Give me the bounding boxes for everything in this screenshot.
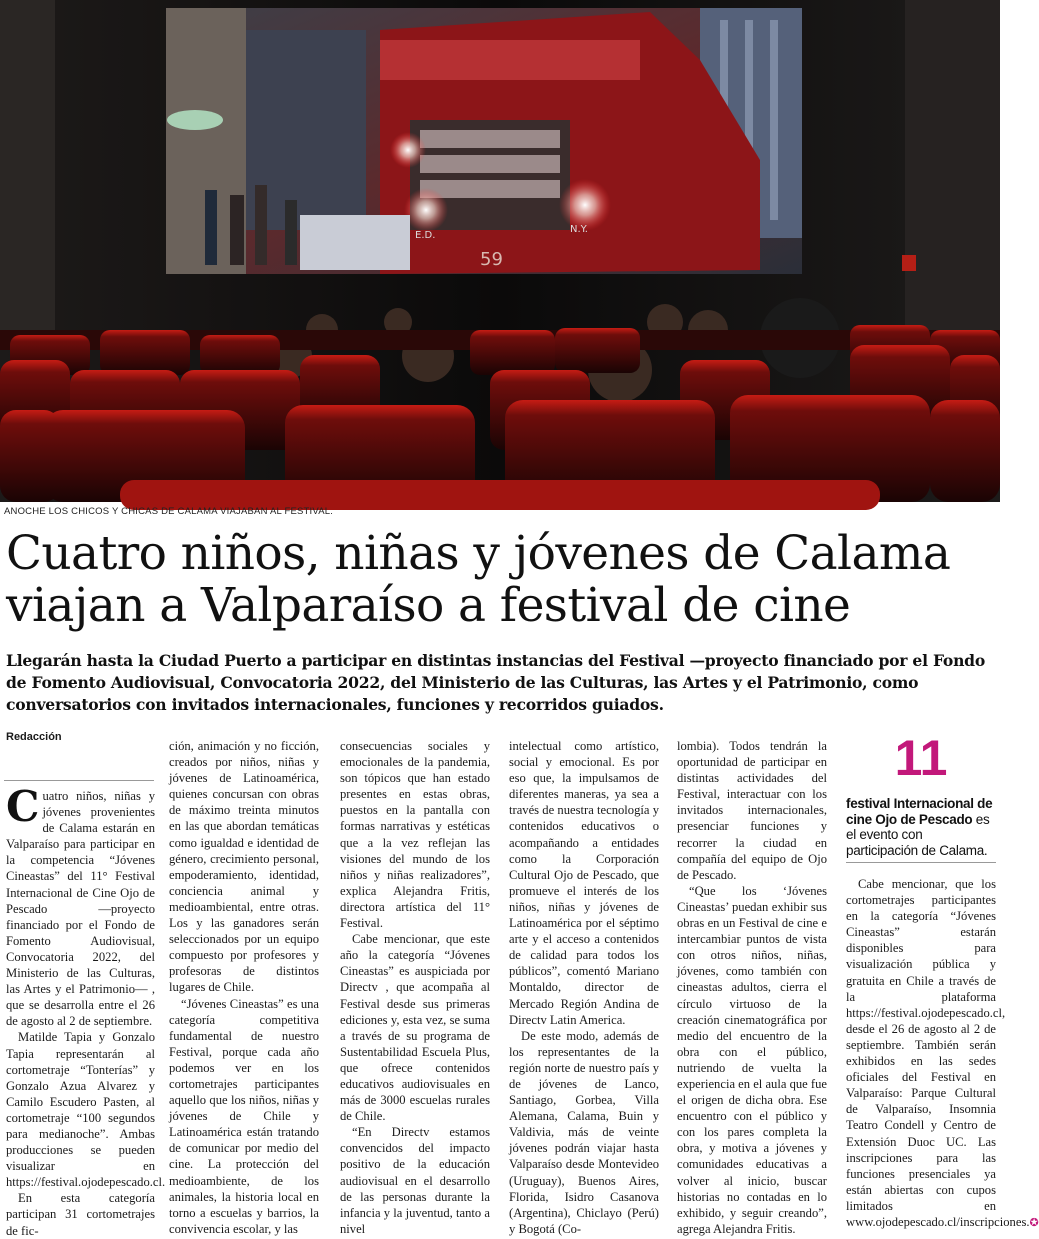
paragraph: consecuencias sociales y emocionales de la pandemia, son tópicos que han estado presentes en estas obras, puestos en la pantalla con formas narrativas y estéticas que a la vez reflejan las visiones del mundo de los niños y niñas realizadores”, explica Alejandra Fritis, directora artística del 11° Festival. <box>340 739 490 931</box>
paragraph: ción, animación y no ficción, creados por niños, niñas y jóvenes de Latinoamérica, quienes concursan con obras de máximo treinta minutos en las que abordan temáticas como igualdad e identidad de género, crecimiento personal, empoderamiento, identidad, conciencia animal y medioambiental, entre otras. Los y las ganadores serán seleccionados por un equipo compuesto por profesores y profesoras de distintos lugares de Chile. <box>169 739 319 995</box>
closing-paragraph <box>846 876 1039 1231</box>
lead-paragraph-text: uatro niños, niñas y jóvenes provenientes de Calama estarán en Valparaíso para participar en la competencia “Jóvenes Cineastas” del 11° Festival Internacional de Cine Ojo de Pescado —proyecto financiado por el Fondo de Fomento Audiovisual, Convocatoria 2022, del Ministerio de las Culturas, las Artes y el Patrimonio— , que se desarrolla entre el 26 de agosto al 2 de septiembre. <box>6 789 155 1029</box>
paragraph: “Jóvenes Cineastas” es una categoría competitiva fundamental de nuestro Festival, porque cada año podemos ver en los cortometrajes participantes aquello que los niños, niñas y jóvenes de Chile y Latinoamérica están tratando de comunicar por medio del cine. La protección del medioambiente, de los animales, la historia local en torno a escuelas y barrios, la convivencia escolar, y las <box>169 996 319 1236</box>
closing-paragraph-text: Cabe mencionar, que los cortometrajes participantes en la categoría “Jóvenes Cineastas” estarán disponibles para visualización pública y gratuita en Chile a través de la plataforma https://festival.ojodepescado.cl, desde el 26 de agosto al 2 de septiembre. También serán exhibidos en las sedes oficiales del Festival en Valparaíso: Parque Cultural de Valparaíso, Insomnia Teatro Condell y Centro de Extensión Duoc UC. Las inscripciones para las funciones presenciales ya están abiertas con cupos limitados en www.ojodepescado.cl/inscripciones. <box>846 877 1030 1229</box>
cinema-photo <box>0 0 1000 502</box>
truck-right-text: N.Y. <box>570 224 588 235</box>
stat-description-rest: es el evento con participación de Calama. <box>846 811 990 858</box>
article-byline: Redacción <box>6 731 62 743</box>
byline-divider <box>4 780 154 781</box>
article-column-3 <box>340 738 490 1237</box>
paragraph: Cabe mencionar, que este año la categoría “Jóvenes Cineastas” es auspiciada por Directv , que acompaña al Festival desde sus primeras ediciones y, esta vez, se suma a través de su programa de Sustentabilidad Escuela Plus, que ofrece contenidos educativos audiovisuales en más de 3000 escuelas rurales de Chile. <box>340 932 490 1124</box>
drop-cap: C <box>6 782 40 831</box>
stat-description-bold: festival Internacional de cine Ojo de Pescado <box>846 796 993 827</box>
lead-paragraph <box>6 782 155 1029</box>
truck-left-text: E.D. <box>415 230 436 241</box>
paragraph: De este modo, además de los representantes de la región norte de nuestro país y de jóvenes de Lanco, Santiago, Gorbea, Villa Alemana, Calama, Buin y Valdivia, más de veinte jóvenes podrán viajar hasta Valparaíso desde Montevideo (Uruguay), Buenos Aires, Florida, Isidro Casanova (Argentina), Chiclayo (Perú) y Bogotá (Co- <box>509 1028 659 1236</box>
photo-caption: ANOCHE LOS CHICOS Y CHICAS DE CALAMA VIAJABAN AL FESTIVAL. <box>4 506 334 517</box>
article-column-6 <box>846 876 1039 1231</box>
paragraph: En esta categoría participan 31 cortometrajes de fic- <box>6 1191 155 1238</box>
article-deck: Llegarán hasta la Ciudad Puerto a participar en distintas instancias del Festival —proyecto financiado por el Fondo de Fomento Audiovisual, Convocatoria 2022, del Ministerio de las Culturas, las Artes y el Patrimonio, como conversatorios con invitados internacionales, funciones y recorridos guiados. <box>6 651 985 714</box>
stat-description <box>846 796 996 858</box>
article-column-4 <box>509 738 659 1237</box>
article-column-5 <box>677 738 827 1237</box>
stat-divider <box>846 862 996 863</box>
paragraph: “En Directv estamos convencidos del impacto positivo de la educación audiovisual en el desarrollo de las personas durante la infancia y la juventud, tanto a nivel <box>340 1125 490 1236</box>
end-of-article-icon: ✪ <box>1029 1216 1039 1229</box>
stat-number: 11 <box>894 730 948 786</box>
paragraph: “Que los ‘Jóvenes Cineastas’ puedan exhibir sus obras en un Festival de cine e intercambiar puntos de vista con otros niños, niñas, jóvenes, como también con cineastas adultos, cierra el círculo virtuoso de la creación cinematográfica por medio del encuentro de la obra con el público, nutriendo de vuelta la experiencia en el aula que fue el origen de dicha obra. Ese encuentro con el público y con los pares completa la obra, y motiva a jóvenes y comunidades educativas a volver al inicio, buscar historias no contadas en lo exhibido, y seguir creando”, agrega Alejandra Fritis. <box>677 883 827 1236</box>
article-column-1 <box>6 782 166 1239</box>
paragraph: lombia). Todos tendrán la oportunidad de participar en distintas actividades del Festival, interactuar con los invitados internacionales, presenciar funciones y recorrer la ciudad en compañía del equipo de Ojo de Pescado. <box>677 739 827 882</box>
cinema-audience-illustration <box>0 0 1000 502</box>
article-column-2 <box>169 738 319 1237</box>
truck-number: 59 <box>480 249 503 270</box>
paragraph: intelectual como artístico, social y emocional. Es por eso que, la impulsamos de diferentes maneras, ya sea a través de nuestra tecnología y contenidos educativos o acompañando a entidades como la Corporación Cultural Ojo de Pescado, que promueve el interés de los niños, niñas y jóvenes de Latinoamérica por el séptimo arte y el acceso a contenidos de calidad para todos los públicos”, comentó Mariano Montaldo, director de Mercado Región Andina de Directv Latin America. <box>509 739 659 1027</box>
article-headline: Cuatro niños, niñas y jóvenes de Calama viajan a Valparaíso a festival de cine <box>6 526 951 633</box>
paragraph: Matilde Tapia y Gonzalo Tapia representarán al cortometraje “Tonterías” y Gonzalo Azua Alvarez y Camilo Escudero Pasten, al cortometraje “100 segundos para medianoche”. Ambas producciones se pueden visualizar en https://festival.ojodepescado.cl. <box>6 1030 166 1190</box>
